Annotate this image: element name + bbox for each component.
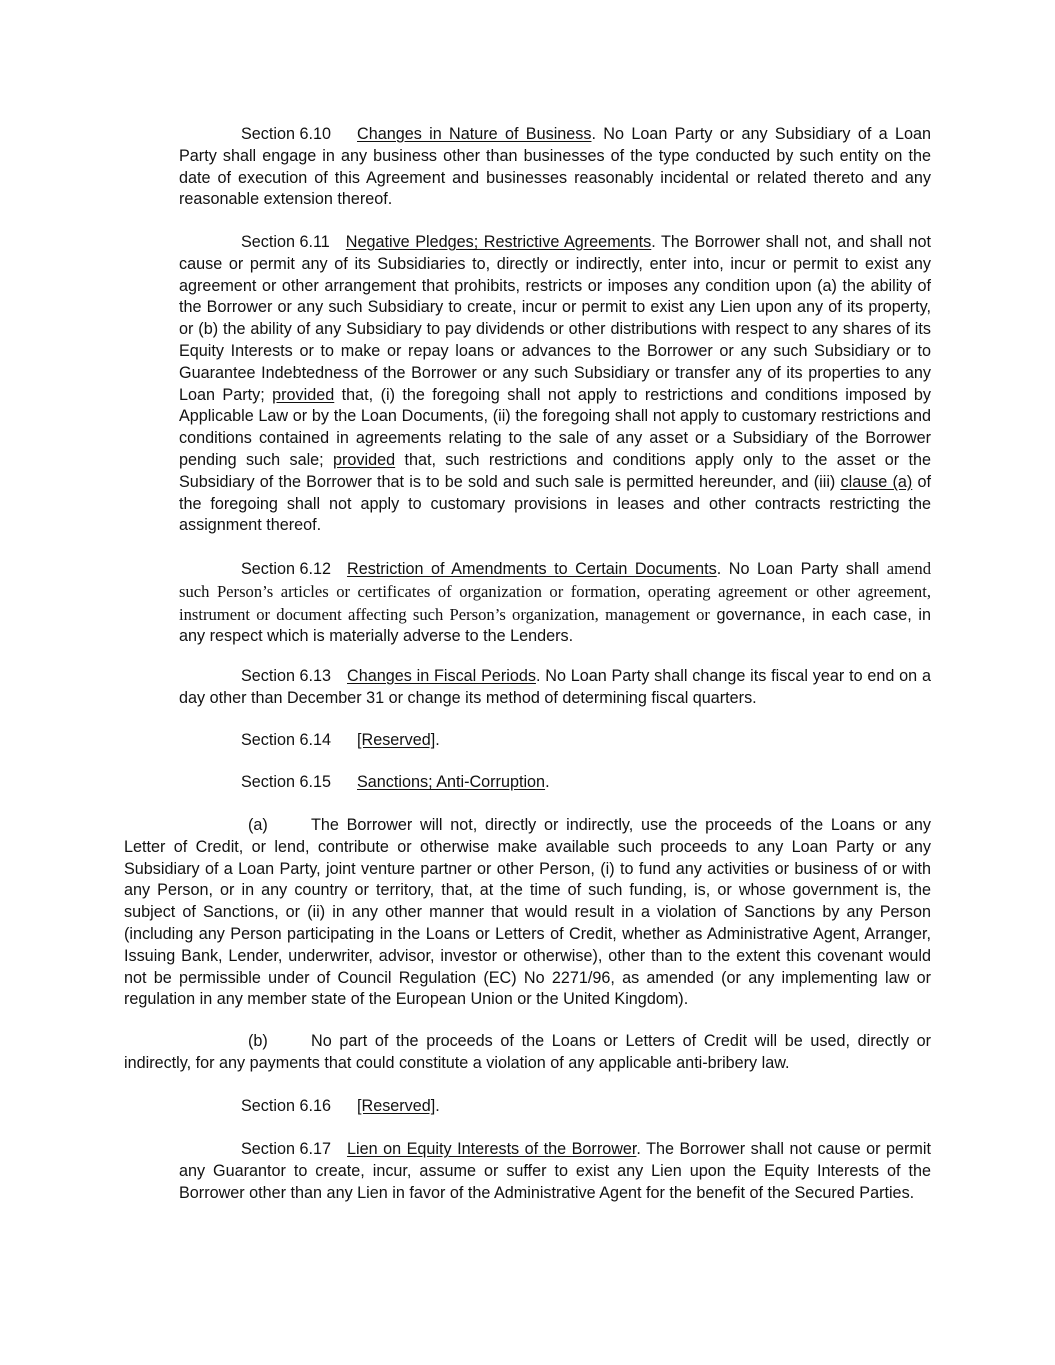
section-body: . No Loan Party shall (716, 560, 887, 578)
section-6-13 (179, 666, 931, 710)
section-number: Section 6.11 (241, 233, 330, 251)
section-title: Lien on Equity Interests of the Borrower (347, 1140, 637, 1158)
section-body: . The Borrower shall not, and shall not cause or permit any of its Subsidiaries to, directly or indirectly, enter into, incur or permit to exist any agreement or other arrangement that prohibits, restricts or imposes any condition upon (a) the ability of the Borrower or any such Subsidiary to create, incur or permit to exist any Lien upon any of its property, or (b) the ability of any Subsidiary to pay dividends or other distributions with respect to any shares of its Equity Interests or to make or repay loans or advances to the Borrower or any such Subsidiary or to Guarantee Indebtedness of the Borrower or any such Subsidiary or transfer any of its properties to any Loan Party; (179, 233, 931, 404)
section-body: that, (i) the foregoing shall not apply to restrictions and conditions imposed by Applicable Law or by the Loan Documents, (ii) the foregoing shall not apply to customary restrictions and conditions contained in agreements relating to the sale of any asset or a Subsidiary of the Borrower pending such sale; (179, 385, 931, 469)
section-title: Changes in Nature of Business (357, 125, 592, 143)
section-body: that, such restrictions and conditions apply only to the asset or the Subsidiary of the Borrower that is to be sold and such sale is permitted hereunder, and (iii) (179, 450, 931, 491)
section-end: . (435, 731, 440, 749)
section-title: Changes in Fiscal Periods (347, 667, 536, 685)
section-6-15-b (124, 1031, 931, 1075)
section-number: Section 6.15 (241, 773, 331, 791)
section-6-15 (179, 772, 931, 794)
section-number: Section 6.12 (241, 560, 331, 578)
section-end: . (545, 773, 550, 791)
subsection-label: (b) (248, 1032, 268, 1050)
section-6-15-a (124, 815, 931, 1011)
section-number: Section 6.14 (241, 731, 331, 749)
section-body: of the foregoing shall not apply to customary provisions in leases and other contracts restricting the assignment thereof. (179, 472, 931, 535)
section-body: . The Borrower shall not cause or permit any Guarantor to create, incur, assume or suffer to exist any Lien upon the Equity Interests of the Borrower other than any Lien in favor of the Administrative Agent for the benefit of the Secured Parties. (179, 1140, 931, 1202)
section-title: Sanctions; Anti-Corruption (357, 773, 546, 791)
section-body-serif: amend such Person’s articles or certificates of organization or formation, operating agreement or other agreement, instrument or document affecting such Person’s organization, management or (179, 559, 932, 624)
clause-reference: clause (a) (840, 472, 913, 491)
section-6-14 (179, 730, 931, 752)
section-title: Restriction of Amendments to Certain Documents (347, 560, 717, 578)
section-6-10 (179, 124, 931, 211)
section-body: . No Loan Party or any Subsidiary of a Loan Party shall engage in any business other than businesses of the type conducted by such entity on the date of execution of this Agreement and businesses reasonably incidental or related thereto and any reasonable extension thereof. (179, 125, 932, 209)
section-body: governance, in each case, in any respect which is materially adverse to the Lenders. (179, 605, 931, 646)
section-title: [Reserved] (357, 731, 436, 749)
section-number: Section 6.13 (241, 667, 331, 685)
provided-term: provided (272, 385, 335, 404)
section-6-17 (179, 1139, 931, 1204)
section-6-16 (179, 1096, 931, 1118)
subsection-body: The Borrower will not, directly or indirectly, use the proceeds of the Loans or any Letter of Credit, or lend, contribute or otherwise make available such proceeds to any Loan Party or any Subsidiary of a Loan Party, joint venture partner or other Person, (i) to fund any activities or business of or with any Person, or in any country or territory, that, at the time of such funding, is, or whose government is, the subject of Sanctions, or (ii) in any other manner that would result in a violation of Sanctions by any Person (including any Person participating in the Loans or Letters of Credit, whether as Administrative Agent, Arranger, Issuing Bank, Lender, underwriter, advisor, investor or otherwise), other than to the extent this covenant would not be permissible under of Council Regulation (EC) No 2271/96, as amended (or any implementing law or regulation in any member state of the European Union or the United Kingdom). (124, 816, 931, 1009)
section-body: . No Loan Party shall change its fiscal year to end on a day other than December 31 or change its method of determining fiscal quarters. (179, 667, 931, 707)
section-title: Negative Pledges; Restrictive Agreements (345, 233, 652, 251)
subsection-body: No part of the proceeds of the Loans or Letters of Credit will be used, directly or indirectly, for any payments that could constitute a violation of any applicable anti-bribery law. (124, 1032, 931, 1072)
section-number: Section 6.16 (241, 1097, 331, 1115)
section-6-12 (179, 558, 931, 648)
section-end: . (435, 1097, 440, 1115)
section-title: [Reserved] (357, 1097, 436, 1115)
provided-term: provided (333, 450, 396, 469)
subsection-label: (a) (248, 816, 268, 834)
section-6-11 (179, 232, 931, 537)
section-number: Section 6.17 (241, 1140, 331, 1158)
section-number: Section 6.10 (241, 125, 331, 143)
